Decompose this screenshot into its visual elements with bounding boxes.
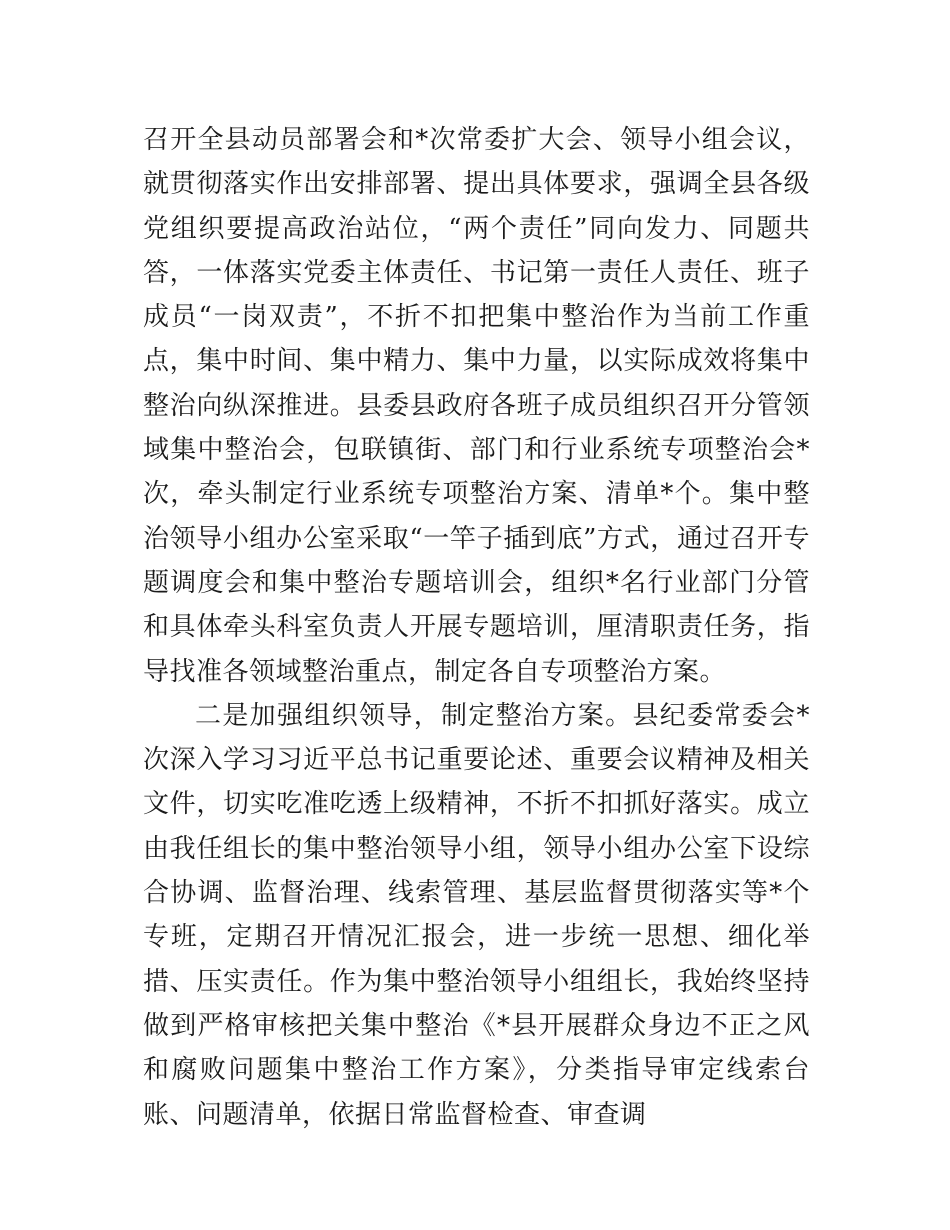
paragraph-organization-leadership: 二是加强组织领导，制定整治方案。县纪委常委会*次深入学习习近平总书记重要论述、重要会议精神及相关文件，切实吃准吃透上级精神，不折不扣抓好落实。成立由我任组长的集中整治领导小组，领导小组办公室下设综合协调、监督治理、线索管理、基层监督贯彻落实等*个专班，定期召开情况汇报会，进一步统一思想、细化举措、压实责任。作为集中整治领导小组组长，我始终坚持做到严格审核把关集中整治《*县开展群众身边不正之风和腐败问题集中整治工作方案》，分类指导审定线索台账、问题清单，依据日常监督检查、审查调 <box>143 700 810 1130</box>
document-body <box>143 118 810 1137</box>
paragraph-continuation: 召开全县动员部署会和*次常委扩大会、领导小组会议，就贯彻落实作出安排部署、提出具体要求，强调全县各级党组织要提高政治站位，“两个责任”同向发力、同题共答，一体落实党委主体责任、书记第一责任人责任、班子成员“一岗双责”，不折不扣把集中整治作为当前工作重点，集中时间、集中精力、集中力量，以实际成效将集中整治向纵深推进。县委县政府各班子成员组织召开分管领域集中整治会，包联镇街、部门和行业系统专项整治会*次，牵头制定行业系统专项整治方案、清单*个。集中整治领导小组办公室采取“一竿子插到底”方式，通过召开专题调度会和集中整治专题培训会，组织*名行业部门分管和具体牵头科室负责人开展专题培训，厘清职责任务，指导找准各领域整治重点，制定各自专项整治方案。 <box>143 125 810 687</box>
